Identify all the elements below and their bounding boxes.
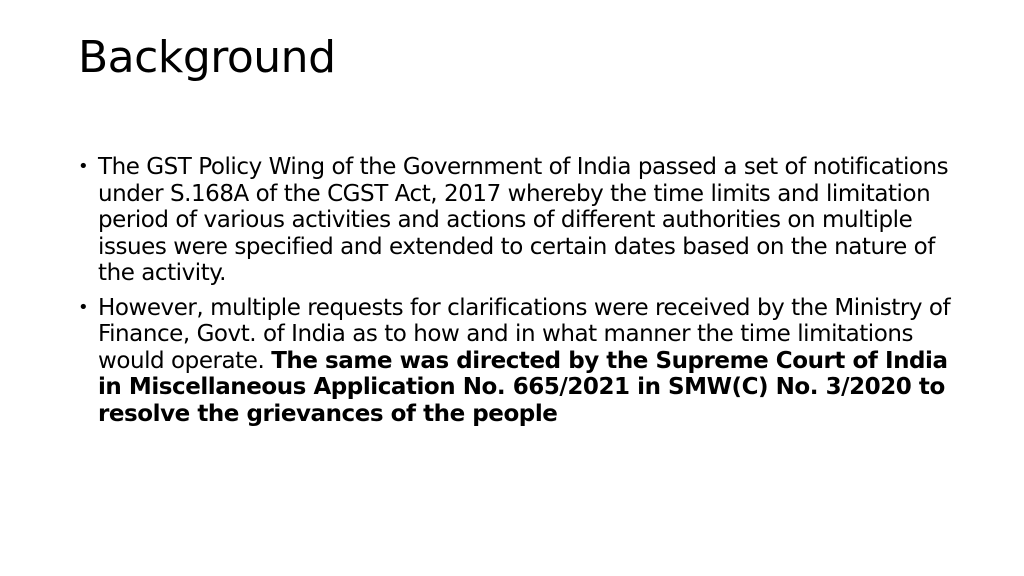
bullet-item-clarifications <box>78 295 958 428</box>
slide-title: Background <box>78 32 336 83</box>
bullet-point-icon: • <box>78 156 89 177</box>
bullet-item-gst-notifications <box>78 154 958 287</box>
bullet-point-icon: • <box>78 296 89 318</box>
bullet-bold-text: The same was directed by the Supreme Court of India in Miscellaneous Application No. 665/2021 in SMW(C) No. 3/2020 to resolve the grievances of the people <box>98 347 948 427</box>
bullet-text: The GST Policy Wing of the Government of India passed a set of notifications under S.168A of the CGST Act, 2017 whereby the time limits and limitation period of various activities and actions of different authorities on multiple issues were specified and extended to certain dates based on the nature of the activity. <box>98 154 949 286</box>
bullet-text: However, multiple requests for clarifications were received by the Ministry of Finance, Govt. of India as to how and in what manner the time limitations would operate. <box>98 294 951 374</box>
bullet-list <box>78 154 958 435</box>
